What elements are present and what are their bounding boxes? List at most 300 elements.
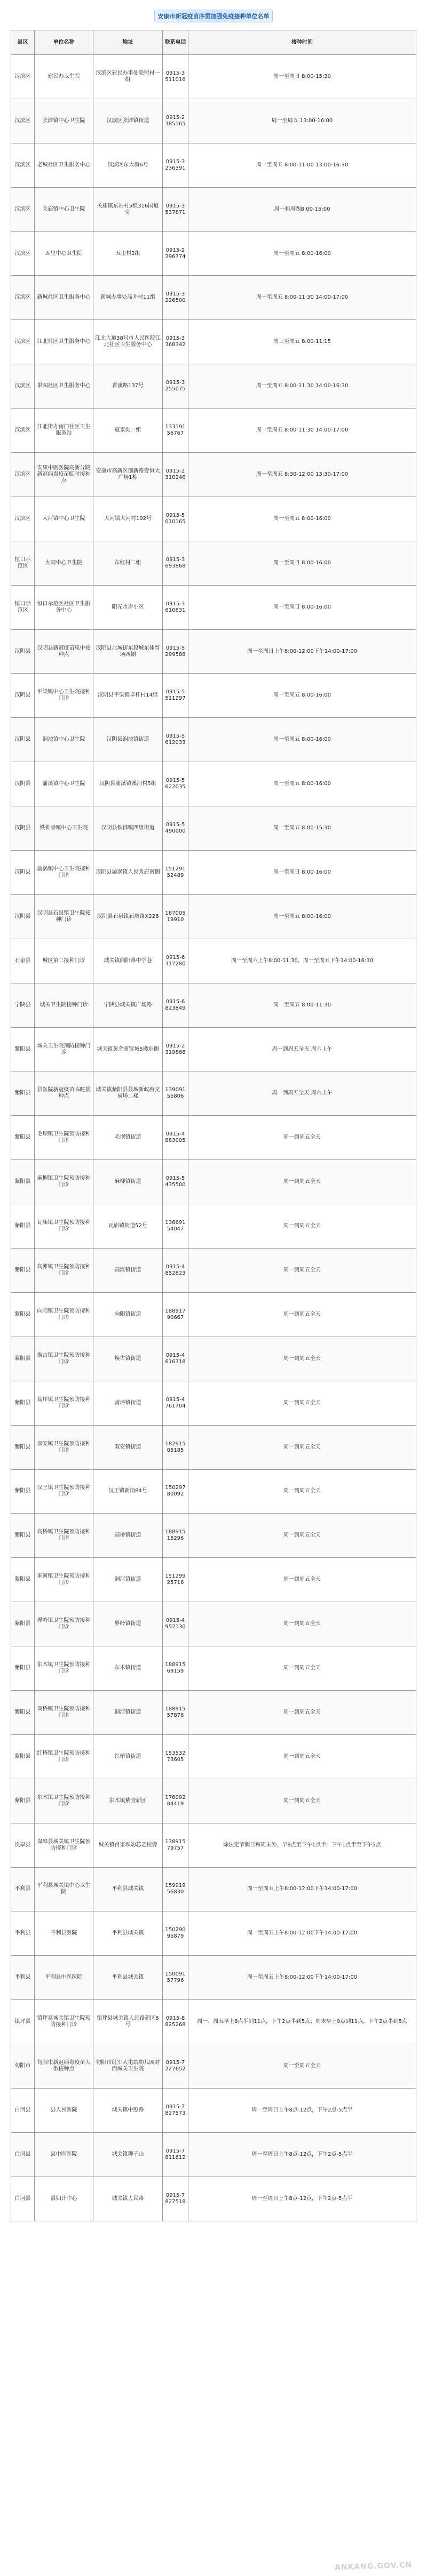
table-row xyxy=(11,1027,416,1071)
address-cell: 汉阴县平梁镇卓杆村14组 xyxy=(93,674,163,718)
table-row xyxy=(11,409,416,453)
time-cell: 周一至周五 8:00-16:00 xyxy=(188,674,416,718)
phone-cell: 15353273605 xyxy=(163,1734,188,1779)
district-cell: 汉滨区 xyxy=(11,364,35,409)
address-cell: 香溪路137号 xyxy=(93,364,163,409)
time-cell: 周一至周日 8:00-16:00 xyxy=(188,851,416,895)
phone-cell: 0915-3537871 xyxy=(163,187,188,231)
district-cell: 紫阳县 xyxy=(11,1249,35,1293)
table-row xyxy=(11,2132,416,2177)
name-cell: 东木镇卫生院预防接种门诊 xyxy=(35,1779,93,1823)
district-cell: 紫阳县 xyxy=(11,1027,35,1071)
phone-cell: 0915-3236391 xyxy=(163,143,188,187)
table-row xyxy=(11,1337,416,1381)
name-cell: 汉阴县石泉镇卫生院接种门诊 xyxy=(35,894,93,939)
time-cell: 周一到周五全天 xyxy=(188,1690,416,1734)
phone-cell: 17609284419 xyxy=(163,1779,188,1823)
address-cell: 城关镇人民路 xyxy=(93,2177,163,2221)
watermark: ANKANG.GOV.CN xyxy=(334,2561,413,2572)
time-cell: 周三至周五 8:00-11:15 xyxy=(188,320,416,364)
name-cell: 平利县中医医院 xyxy=(35,1956,93,2000)
phone-cell: 18700519910 xyxy=(163,894,188,939)
name-cell: 五里中心卫生院 xyxy=(35,231,93,276)
district-cell: 汉阴县 xyxy=(11,674,35,718)
address-cell: 关庙镇东站村5组316国道旁 xyxy=(93,187,163,231)
table-row xyxy=(11,1160,416,1204)
address-cell: 汉阴县铁佛镇四组街道 xyxy=(93,806,163,851)
table-row xyxy=(11,1514,416,1558)
table-row xyxy=(11,762,416,806)
time-cell: 周一到周五全天 xyxy=(188,1514,416,1558)
district-cell: 汉滨区 xyxy=(11,55,35,99)
address-cell: 平利县城关镇 xyxy=(93,1867,163,1911)
time-cell: 周一至周五上午8:00-12:00下午14:00-17:00 xyxy=(188,1911,416,1956)
phone-cell: 0915-3226500 xyxy=(163,276,188,320)
district-cell: 汉滨区 xyxy=(11,320,35,364)
phone-cell: 0915-6823849 xyxy=(163,983,188,1027)
phone-cell: 13669154047 xyxy=(163,1204,188,1249)
district-cell: 紫阳县 xyxy=(11,1071,35,1116)
district-cell: 汉阴县 xyxy=(11,629,35,674)
table-row xyxy=(11,806,416,851)
time-cell: 周一至周五 8:00-11:30 14:00-16:30 xyxy=(188,364,416,409)
phone-cell: 0915-5511297 xyxy=(163,674,188,718)
table-row xyxy=(11,2177,416,2221)
name-cell: 双安镇卫生院预防接种门诊 xyxy=(35,1425,93,1469)
phone-cell: 0915-4952130 xyxy=(163,1602,188,1646)
phone-cell: 0915-8825268 xyxy=(163,2000,188,2044)
table-row xyxy=(11,1425,416,1469)
name-cell: 城区第二接种门诊 xyxy=(35,939,93,983)
address-cell: 城关镇紫阳县县城新政府交易场二楼 xyxy=(93,1071,163,1116)
phone-cell: 15129925716 xyxy=(163,1558,188,1602)
table-row xyxy=(11,1779,416,1823)
time-cell: 周一至周日 8:00-15:30 xyxy=(188,55,416,99)
district-cell: 紫阳县 xyxy=(11,1602,35,1646)
time-cell: 周一至周五 8:00-16:00 xyxy=(188,894,416,939)
time-cell: 周一至周五全天 xyxy=(188,2044,416,2089)
phone-cell: 0915-2319868 xyxy=(163,1027,188,1071)
district-cell: 紫阳县 xyxy=(11,1690,35,1734)
address-cell: 城关镇肖家坝幼芯艺校旁 xyxy=(93,1823,163,1867)
time-cell: 周一至周日上午8点-12点，下午2点-5点半 xyxy=(188,2177,416,2221)
phone-cell: 15029780092 xyxy=(163,1469,188,1514)
district-cell: 汉滨区 xyxy=(11,276,35,320)
address-cell: 安康市高新区创新路旁恒大广场1栋 xyxy=(93,453,163,497)
name-cell: 焕古镇卫生院预防接种门诊 xyxy=(35,1337,93,1381)
phone-cell: 0915-6317280 xyxy=(163,939,188,983)
district-cell: 汉阴县 xyxy=(11,851,35,895)
name-cell: 城关卫生院预防接种门诊 xyxy=(35,1027,93,1071)
table-row xyxy=(11,99,416,143)
district-cell: 紫阳县 xyxy=(11,1116,35,1160)
phone-cell: 18891557878 xyxy=(163,1690,188,1734)
address-cell: 向阳镇街道 xyxy=(93,1292,163,1337)
address-cell: 东木镇紫萱新区 xyxy=(93,1779,163,1823)
table-body xyxy=(11,55,416,2221)
table-row xyxy=(11,674,416,718)
time-cell: 除法定节假日和周末外，早8点至下午1点半，下午1点半至下午5点 xyxy=(188,1823,416,1867)
name-cell: 县人民医院 xyxy=(35,2088,93,2132)
table-row xyxy=(11,231,416,276)
address-cell: 麻柳镇街道 xyxy=(93,1160,163,1204)
phone-cell: 0915-5435500 xyxy=(163,1160,188,1204)
time-cell: 周一至周日上午8点-12点，下午2点-5点半 xyxy=(188,2088,416,2132)
name-cell: 毛坝镇卫生院预防接种门诊 xyxy=(35,1116,93,1160)
header-district: 县区 xyxy=(11,30,35,55)
name-cell: 岚皋县城关镇卫生院预防接种门诊 xyxy=(35,1823,93,1867)
address-cell: 阳光水岸小区 xyxy=(93,585,163,629)
time-cell: 周一到周五全天 xyxy=(188,1381,416,1425)
time-cell: 周一至周五 8:30-12:00 13:30-17:00 xyxy=(188,453,416,497)
time-cell: 周一、周五早上8点半到11点，下午2点半到5点；周末早上9点到11点，下午2点半到5点 xyxy=(188,2000,416,2044)
district-cell: 汉滨区 xyxy=(11,497,35,541)
table-row xyxy=(11,2044,416,2089)
table-row xyxy=(11,585,416,629)
name-cell: 涧池镇中心卫生院 xyxy=(35,718,93,762)
table-row xyxy=(11,851,416,895)
time-cell: 周一至周五 8:00-16:00 xyxy=(188,231,416,276)
time-cell: 周一至周五 8:00-11:30 14:00-17:00 xyxy=(188,276,416,320)
phone-cell: 13891579757 xyxy=(163,1823,188,1867)
name-cell: 旬阳市新冠病毒疫苗大型接种点 xyxy=(35,2044,93,2089)
table-row xyxy=(11,55,416,99)
address-cell: 汉滨区张滩镇街道 xyxy=(93,99,163,143)
time-cell: 周一到周五全天 xyxy=(188,1734,416,1779)
time-cell: 周一到周五全天 xyxy=(188,1160,416,1204)
table-row xyxy=(11,1823,416,1867)
address-cell: 大河镇大河村192号 xyxy=(93,497,163,541)
table-row xyxy=(11,2000,416,2044)
district-cell: 紫阳县 xyxy=(11,1292,35,1337)
name-cell: 大同中心卫生院 xyxy=(35,541,93,585)
header-phone: 联系电话 xyxy=(163,30,188,55)
name-cell: 高桥镇卫生院预防接种门诊 xyxy=(35,1514,93,1558)
name-cell: 江北社区卫生服务中心 xyxy=(35,320,93,364)
address-cell: 镇坪县城关镇人民路新区6号 xyxy=(93,2000,163,2044)
table-row xyxy=(11,453,416,497)
name-cell: 蒿坪镇卫生院预防接种门诊 xyxy=(35,1381,93,1425)
district-cell: 汉阴县 xyxy=(11,806,35,851)
address-cell: 汉阴县北城街东段城东体育场西侧 xyxy=(93,629,163,674)
address-cell: 洞河镇街道 xyxy=(93,1690,163,1734)
name-cell: 红椿镇卫生院预防接种门诊 xyxy=(35,1734,93,1779)
time-cell: 周一至周五 8:00-16:00 xyxy=(188,762,416,806)
phone-cell: 0915-5299588 xyxy=(163,629,188,674)
table-row xyxy=(11,718,416,762)
name-cell: 老城社区卫生服务中心 xyxy=(35,143,93,187)
phone-cell: 13319156767 xyxy=(163,409,188,453)
address-cell: 五里村2组 xyxy=(93,231,163,276)
phone-cell: 18891569159 xyxy=(163,1646,188,1691)
header-time: 接种时间 xyxy=(188,30,416,55)
time-cell: 周一至周日 8:00-16:00 xyxy=(188,541,416,585)
address-cell: 焕古镇街道 xyxy=(93,1337,163,1381)
time-cell: 周一至周五 8:00-11:30 xyxy=(188,983,416,1027)
district-cell: 紫阳县 xyxy=(11,1734,35,1779)
district-cell: 宁陕县 xyxy=(11,983,35,1027)
address-cell: 平利县城关镇 xyxy=(93,1911,163,1956)
phone-cell: 0915-2385165 xyxy=(163,99,188,143)
address-cell: 汉王镇新街84号 xyxy=(93,1469,163,1514)
district-cell: 汉滨区 xyxy=(11,409,35,453)
table-row xyxy=(11,497,416,541)
header-address: 地址 xyxy=(93,30,163,55)
table-row xyxy=(11,143,416,187)
table-row xyxy=(11,1734,416,1779)
address-cell: 汉阴县蒲溪镇溪河村5组 xyxy=(93,762,163,806)
phone-cell: 18891515296 xyxy=(163,1514,188,1558)
district-cell: 汉阴县 xyxy=(11,718,35,762)
time-cell: 周一到周五全天 xyxy=(188,1469,416,1514)
name-cell: 平利县城关镇中心卫生院 xyxy=(35,1867,93,1911)
name-cell: 漩涡镇中心卫生院接种门诊 xyxy=(35,851,93,895)
table-row xyxy=(11,541,416,585)
name-cell: 江北街办南门社区卫生服务站 xyxy=(35,409,93,453)
time-cell: 周一到周五全天 xyxy=(188,1602,416,1646)
phone-cell: 0915-3368342 xyxy=(163,320,188,364)
time-cell: 周一至周五 8:00-11:30 14:00-17:00 xyxy=(188,409,416,453)
table-row xyxy=(11,1558,416,1602)
table-row xyxy=(11,1646,416,1691)
address-cell: 汉阴县涧池镇街道 xyxy=(93,718,163,762)
district-cell: 白河县 xyxy=(11,2177,35,2221)
name-cell: 平梁镇中心卫生院接种门诊 xyxy=(35,674,93,718)
phone-cell: 13909155806 xyxy=(163,1071,188,1116)
phone-cell: 0915-4883005 xyxy=(163,1116,188,1160)
table-row xyxy=(11,1381,416,1425)
table-row xyxy=(11,1602,416,1646)
time-cell: 周一至周五 8:00-16:00 xyxy=(188,718,416,762)
address-cell: 瓦庙镇街道52号 xyxy=(93,1204,163,1249)
district-cell: 紫阳县 xyxy=(11,1646,35,1691)
phone-cell: 0915-7227652 xyxy=(163,2044,188,2089)
district-cell: 汉阴县 xyxy=(11,894,35,939)
address-cell: 高桥镇街道 xyxy=(93,1514,163,1558)
phone-cell: 0915-3255075 xyxy=(163,364,188,409)
address-cell: 界岭镇街道 xyxy=(93,1602,163,1646)
address-cell: 城关镇向阳路中学巷 xyxy=(93,939,163,983)
phone-cell: 0915-4616318 xyxy=(163,1337,188,1381)
address-cell: 江北大道38号市人民医院江北社区卫生服务中心 xyxy=(93,320,163,364)
name-cell: 县中医医院 xyxy=(35,2132,93,2177)
table-row xyxy=(11,2088,416,2132)
district-cell: 汉滨区 xyxy=(11,143,35,187)
address-cell: 红椿镇街道 xyxy=(93,1734,163,1779)
time-cell: 周一到周五全天 xyxy=(188,1116,416,1160)
district-cell: 紫阳县 xyxy=(11,1779,35,1823)
phone-cell: 0915-3693868 xyxy=(163,541,188,585)
address-cell: 新城办事处高井村11组 xyxy=(93,276,163,320)
district-cell: 紫阳县 xyxy=(11,1204,35,1249)
name-cell: 汉王镇卫生院预防接种门诊 xyxy=(35,1469,93,1514)
table-row xyxy=(11,1116,416,1160)
address-cell: 城关镇中照路 xyxy=(93,2088,163,2132)
table-row xyxy=(11,894,416,939)
address-cell: 平利县城关镇 xyxy=(93,1956,163,2000)
time-cell: 周一至周日上午8:00-12:00下午14:00-17:00 xyxy=(188,629,416,674)
address-cell: 旬阳市红军大屯站幼儿园对面城关卫生院 xyxy=(93,2044,163,2089)
name-cell: 关庙镇中心卫生院 xyxy=(35,187,93,231)
address-cell: 毛坝镇街道 xyxy=(93,1116,163,1160)
time-cell: 周一到周五全天 xyxy=(188,1249,416,1293)
table-row xyxy=(11,1956,416,2000)
phone-cell: 15009157796 xyxy=(163,1956,188,2000)
district-cell: 紫阳县 xyxy=(11,1425,35,1469)
district-cell: 恒口示范区 xyxy=(11,541,35,585)
name-cell: 瓦庙镇卫生院预防接种门诊 xyxy=(35,1204,93,1249)
name-cell: 建民办卫生院 xyxy=(35,55,93,99)
time-cell: 周一至周日 8:00-16:00 xyxy=(188,585,416,629)
district-cell: 镇坪县 xyxy=(11,2000,35,2044)
name-cell: 镇坪县城关镇卫生院预防接种门诊 xyxy=(35,2000,93,2044)
name-cell: 新城社区卫生服务中心 xyxy=(35,276,93,320)
district-cell: 平利县 xyxy=(11,1911,35,1956)
phone-cell: 0915-5490000 xyxy=(163,806,188,851)
name-cell: 汉阴县新冠疫苗集中接种点 xyxy=(35,629,93,674)
name-cell: 县妇计中心 xyxy=(35,2177,93,2221)
address-cell: 汉阴县漩涡镇人民政府南侧 xyxy=(93,851,163,895)
table-row xyxy=(11,364,416,409)
name-cell: 张滩镇中心卫生院 xyxy=(35,99,93,143)
time-cell: 周一到周五全天 xyxy=(188,1204,416,1249)
district-cell: 白河县 xyxy=(11,2088,35,2132)
time-cell: 周一到周五全天 周六上午 xyxy=(188,1027,416,1071)
phone-cell: 15129152489 xyxy=(163,851,188,895)
phone-cell: 0915-3610831 xyxy=(163,585,188,629)
district-cell: 恒口示范区 xyxy=(11,585,35,629)
table-row xyxy=(11,1911,416,1956)
phone-cell: 0915-7827573 xyxy=(163,2088,188,2132)
name-cell: 麻柳镇卫生院预防接种门诊 xyxy=(35,1160,93,1204)
time-cell: 周一至周五 8:00-11:00 13:00-16:30 xyxy=(188,143,416,187)
table-row xyxy=(11,1292,416,1337)
phone-cell: 15991956830 xyxy=(163,1867,188,1911)
phone-cell: 15029095879 xyxy=(163,1911,188,1956)
table-row xyxy=(11,1690,416,1734)
name-cell: 界岭镇卫生院预防接种门诊 xyxy=(35,1602,93,1646)
phone-cell: 0915-7811612 xyxy=(163,2132,188,2177)
address-cell: 汉阴县石泉镇石鹰路X226 xyxy=(93,894,163,939)
phone-cell: 0915-5612033 xyxy=(163,718,188,762)
name-cell: 高滩镇卫生院预防接种门诊 xyxy=(35,1249,93,1293)
name-cell: 平利县医院 xyxy=(35,1911,93,1956)
address-cell: 城关镇狮子山 xyxy=(93,2132,163,2177)
time-cell: 周一到周五全天 xyxy=(188,1558,416,1602)
time-cell: 周一至周五上午8:00-12:00下午14:00-17:00 xyxy=(188,1867,416,1911)
phone-cell: 18891790667 xyxy=(163,1292,188,1337)
name-cell: 双桥镇卫生院预防接种门诊 xyxy=(35,1690,93,1734)
name-cell: 铁佛寺镇中心卫生院 xyxy=(35,806,93,851)
table-row xyxy=(11,983,416,1027)
name-cell: 县医院新冠疫苗临时接种点 xyxy=(35,1071,93,1116)
time-cell: 周一至周五 8:00-16:00 xyxy=(188,497,416,541)
address-cell: 汉滨区建民办事处联盟村一组 xyxy=(93,55,163,99)
district-cell: 旬阳市 xyxy=(11,2044,35,2089)
district-cell: 汉滨区 xyxy=(11,99,35,143)
address-cell: 双安镇街道 xyxy=(93,1425,163,1469)
address-cell: 蒿坪镇街道 xyxy=(93,1381,163,1425)
address-cell: 洞河镇街道 xyxy=(93,1558,163,1602)
table-row xyxy=(11,1204,416,1249)
name-cell: 洞河镇卫生院预防接种门诊 xyxy=(35,1558,93,1602)
name-cell: 蒲溪镇中心卫生院 xyxy=(35,762,93,806)
address-cell: 寇家沟一组 xyxy=(93,409,163,453)
time-cell: 周一至周日上午8点-12点，下午2点-5点半 xyxy=(188,2132,416,2177)
phone-cell: 0915-4852823 xyxy=(163,1249,188,1293)
table-row xyxy=(11,1249,416,1293)
time-cell: 周一至周六上午8:00-11:30，周一至周五下午14:00-16:30 xyxy=(188,939,416,983)
district-cell: 紫阳县 xyxy=(11,1514,35,1558)
district-cell: 岚皋县 xyxy=(11,1823,35,1867)
table-row xyxy=(11,187,416,231)
table-row xyxy=(11,1867,416,1911)
phone-cell: 18291505185 xyxy=(163,1425,188,1469)
address-cell: 高滩镇街道 xyxy=(93,1249,163,1293)
name-cell: 大河镇中心卫生院 xyxy=(35,497,93,541)
time-cell: 周一至周五 13:00-16:00 xyxy=(188,99,416,143)
table-row xyxy=(11,629,416,674)
phone-cell: 0915-3511016 xyxy=(163,55,188,99)
district-cell: 紫阳县 xyxy=(11,1558,35,1602)
name-cell: 恒口示范区社区卫生服务中心 xyxy=(35,585,93,629)
address-cell: 城关镇黄金商贸城5楼东侧 xyxy=(93,1027,163,1071)
address-cell: 宁陕县城关镇广场路 xyxy=(93,983,163,1027)
address-cell: 汉滨区东大街6号 xyxy=(93,143,163,187)
district-cell: 石泉县 xyxy=(11,939,35,983)
name-cell: 果园社区卫生服务中心 xyxy=(35,364,93,409)
name-cell: 向阳镇卫生院预防接种门诊 xyxy=(35,1292,93,1337)
name-cell: 城关卫生院接种门诊 xyxy=(35,983,93,1027)
address-cell: 东红村二组 xyxy=(93,541,163,585)
time-cell: 周一至周五上午8:00-12:00下午14:00-17:00 xyxy=(188,1956,416,2000)
name-cell: 安康中医医院高新分院新冠病毒疫苗临时接种点 xyxy=(35,453,93,497)
district-cell: 紫阳县 xyxy=(11,1160,35,1204)
document-title-text: 安康市新冠疫苗序贯加强免疫接种单位名单 xyxy=(157,13,270,20)
time-cell: 周一和周四8:00-15:00 xyxy=(188,187,416,231)
district-cell: 紫阳县 xyxy=(11,1337,35,1381)
time-cell: 周一到周五全天 xyxy=(188,1425,416,1469)
district-cell: 紫阳县 xyxy=(11,1381,35,1425)
table-row xyxy=(11,939,416,983)
district-cell: 平利县 xyxy=(11,1956,35,2000)
table-header-row xyxy=(11,30,416,55)
district-cell: 平利县 xyxy=(11,1867,35,1911)
time-cell: 周一至周五 8:00-15:30 xyxy=(188,806,416,851)
phone-cell: 0915-5010165 xyxy=(163,497,188,541)
district-cell: 汉滨区 xyxy=(11,231,35,276)
time-cell: 周一到周五全天 xyxy=(188,1337,416,1381)
name-cell: 东木镇卫生院预防接种门诊 xyxy=(35,1646,93,1691)
district-cell: 汉滨区 xyxy=(11,187,35,231)
address-cell: 东木镇街道 xyxy=(93,1646,163,1691)
district-cell: 汉阴县 xyxy=(11,762,35,806)
document-title xyxy=(154,10,273,22)
table-row xyxy=(11,1071,416,1116)
phone-cell: 0915-7827518 xyxy=(163,2177,188,2221)
district-cell: 紫阳县 xyxy=(11,1469,35,1514)
table-row xyxy=(11,1469,416,1514)
header-name: 单位名称 xyxy=(35,30,93,55)
phone-cell: 0915-5622035 xyxy=(163,762,188,806)
vaccination-site-table xyxy=(11,30,416,2221)
table-row xyxy=(11,320,416,364)
time-cell: 周一到周五全天 周六上午 xyxy=(188,1071,416,1116)
district-cell: 汉滨区 xyxy=(11,453,35,497)
time-cell: 周一到周五全天 xyxy=(188,1292,416,1337)
table-row xyxy=(11,276,416,320)
time-cell: 周一到周五全天 xyxy=(188,1646,416,1691)
